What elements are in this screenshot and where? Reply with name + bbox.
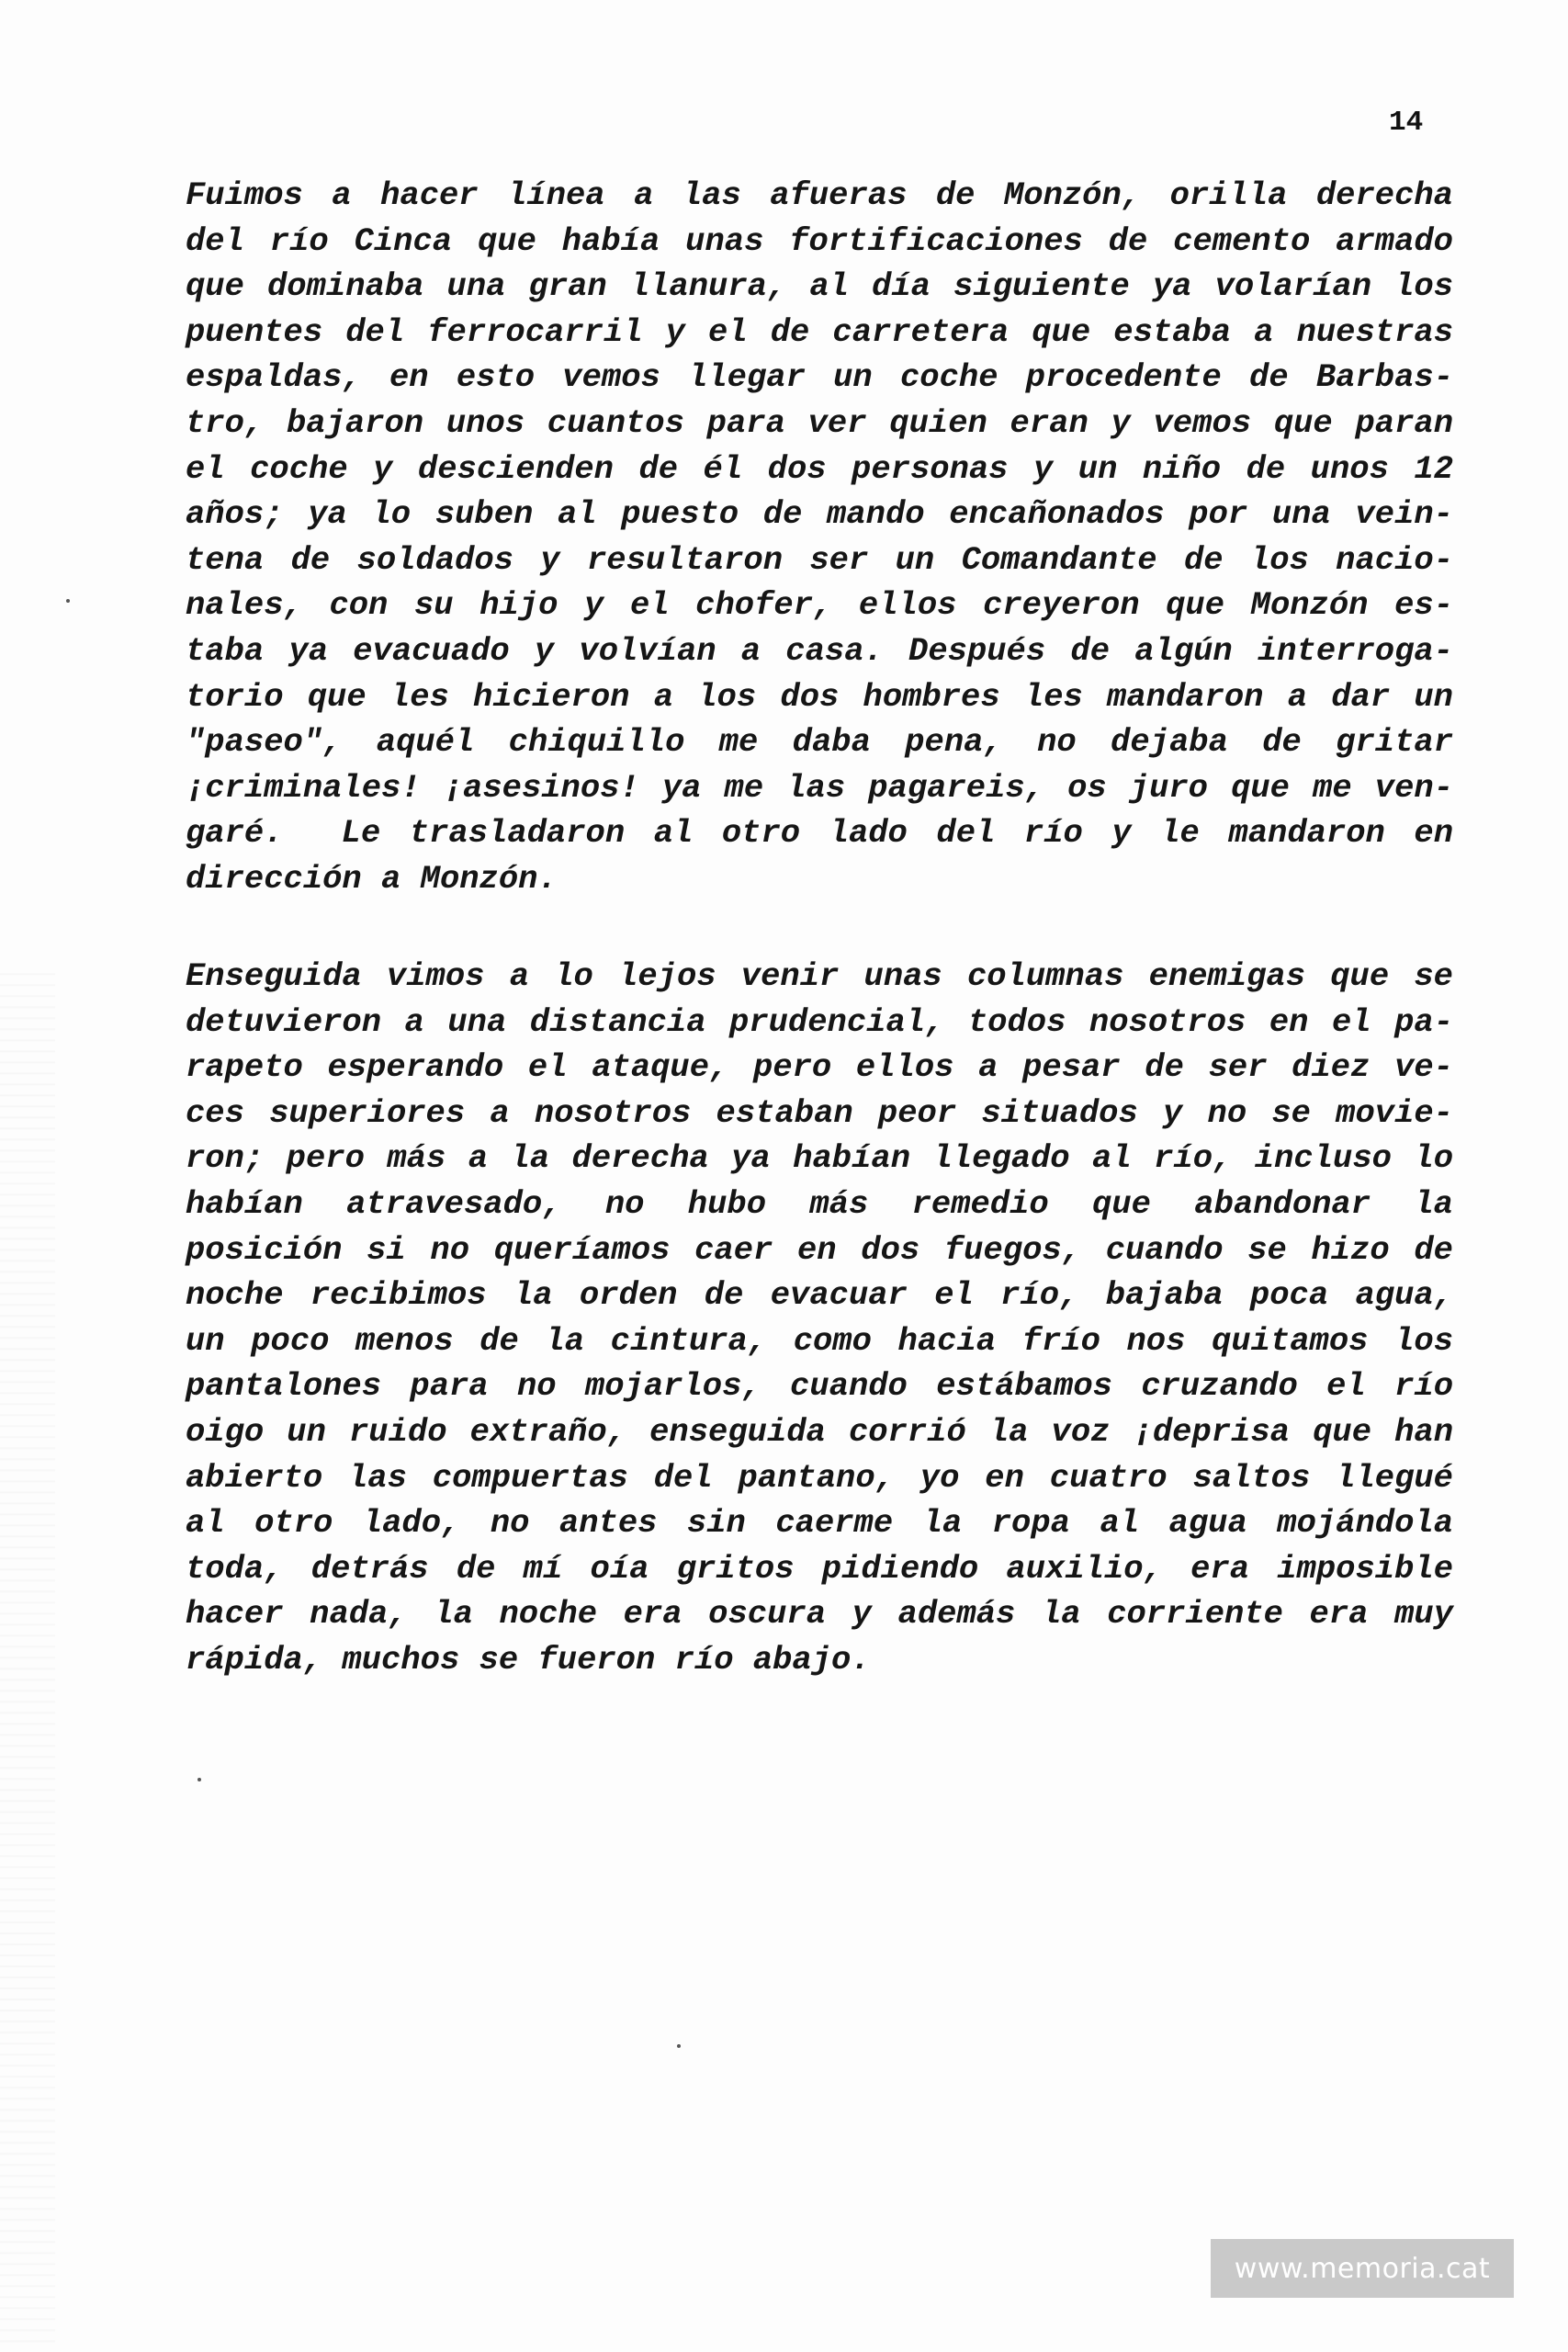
text-line: al otro lado, no antes sin caerme la ropa al agua mojándola (186, 1504, 1453, 1543)
paragraph-2 (186, 954, 1453, 1683)
text-line: rapeto esperando el ataque, pero ellos a pesar de ser diez ve- (186, 1048, 1453, 1087)
text-line: espaldas, en esto vemos llegar un coche procedente de Barbas- (186, 358, 1453, 397)
text-line: ron; pero más a la derecha ya habían llegado al río, incluso lo (186, 1139, 1453, 1178)
watermark-badge (1211, 2239, 1514, 2298)
text-line: un poco menos de la cintura, como hacia frío nos quitamos los (186, 1321, 1453, 1360)
text-line: hacer nada, la noche era oscura y además la corriente era muy (186, 1595, 1453, 1634)
text-line: que dominaba una gran llanura, al día siguiente ya volarían los (186, 267, 1453, 306)
scan-edge-shadow (0, 965, 55, 2343)
text-line: pantalones para no mojarlos, cuando estábamos cruzando el río (186, 1367, 1453, 1406)
text-line: dirección a Monzón. (186, 859, 558, 898)
text-line: garé. Le trasladaron al otro lado del río y le mandaron en (186, 814, 1453, 853)
text-line: ces superiores a nosotros estaban peor situados y no se movie- (186, 1093, 1453, 1132)
text-line: Fuimos a hacer línea a las afueras de Monzón, orilla derecha (186, 176, 1453, 214)
text-line: toda, detrás de mí oía gritos pidiendo auxilio, era imposible (186, 1549, 1453, 1588)
scan-speck (66, 599, 70, 603)
text-line: del río Cinca que había unas fortificaciones de cemento armado (186, 221, 1453, 260)
text-line: Enseguida vimos a lo lejos venir unas columnas enemigas que se (186, 957, 1453, 995)
text-line: años; ya lo suben al puesto de mando encañonados por una vein- (186, 495, 1453, 534)
text-line: tena de soldados y resultaron ser un Comandante de los nacio- (186, 540, 1453, 579)
scan-speck (677, 2044, 681, 2048)
text-line: taba ya evacuado y volvían a casa. Después de algún interroga- (186, 631, 1453, 670)
text-line: "paseo", aquél chiquillo me daba pena, no dejaba de gritar (186, 723, 1453, 762)
text-line: oigo un ruido extraño, enseguida corrió la voz ¡deprisa que han (186, 1412, 1453, 1451)
text-line: posición si no queríamos caer en dos fuegos, cuando se hizo de (186, 1230, 1453, 1269)
text-line: detuvieron a una distancia prudencial, todos nosotros en el pa- (186, 1002, 1453, 1041)
text-line: tro, bajaron unos cuantos para ver quien eran y vemos que paran (186, 403, 1453, 442)
watermark-text: www.memoria.cat (1234, 2252, 1491, 2285)
scan-speck (197, 1778, 201, 1781)
paragraph-1 (186, 173, 1453, 902)
text-line: abierto las compuertas del pantano, yo en cuatro saltos llegué (186, 1458, 1453, 1497)
text-line: puentes del ferrocarril y el de carretera que estaba a nuestras (186, 312, 1453, 351)
text-line: rápida, muchos se fueron río abajo. (186, 1640, 871, 1679)
text-line: nales, con su hijo y el chofer, ellos creyeron que Monzón es- (186, 586, 1453, 625)
text-line: torio que les hicieron a los dos hombres les mandaron a dar un (186, 677, 1453, 716)
text-line: noche recibimos la orden de evacuar el río, bajaba poca agua, (186, 1276, 1453, 1315)
text-line: el coche y descienden de él dos personas y un niño de unos 12 (186, 449, 1453, 488)
text-line: ¡criminales! ¡asesinos! ya me las pagareis, os juro que me ven- (186, 768, 1453, 807)
text-line: habían atravesado, no hubo más remedio que abandonar la (186, 1184, 1453, 1223)
page-number: 14 (1389, 107, 1424, 139)
